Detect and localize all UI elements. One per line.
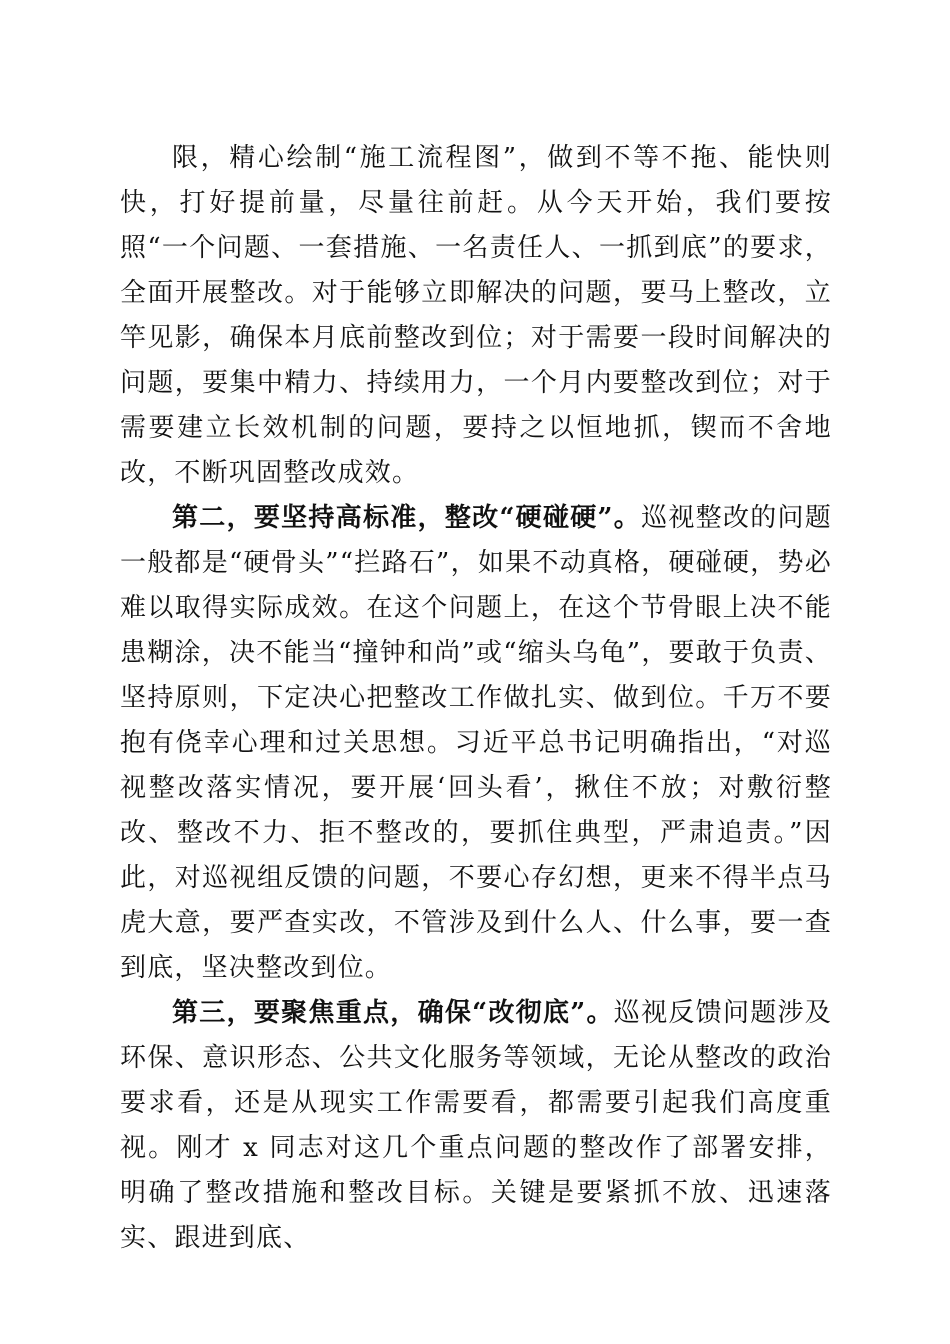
paragraph-1-text: 限，精心绘制“施工流程图”，做到不等不拖、能快则快，打好提前量，尽量往前赶。从今天开始，我们要按照“一个问题、一套措施、一名责任人、一抓到底”的要求，全面开展整改。对于能够立即解决的问题，要马上整改，立竿见影，确保本月底前整改到位；对于需要一段时间解决的问题，要集中精力、持续用力，一个月内要整改到位；对于需要建立长效机制的问题，要持之以恒地抓，锲而不舍地改，不断巩固整改成效。	[120, 143, 832, 488]
paragraph-2-heading: 第二，要坚持高标准，整改“硬碰硬”。	[172, 503, 642, 533]
paragraph-continuation	[120, 136, 832, 496]
paragraph-2-text: 巡视整改的问题一般都是“硬骨头”“拦路石”，如果不动真格，硬碰硬，势必难以取得实际成效。在这个问题上，在这个节骨眼上决不能患糊涂，决不能当“撞钟和尚”或“缩头乌龟”，要敢于负责、坚持原则，下定决心把整改工作做扎实、做到位。千万不要抱有侥幸心理和过关思想。习近平总书记明确指出，“对巡视整改落实情况，要开展‘回头看’，揪住不放；对敷衍整改、整改不力、拒不整改的，要抓住典型，严肃追责。”因此，对巡视组反馈的问题，不要心存幻想，更来不得半点马虎大意，要严查实改，不管涉及到什么人、什么事，要一查到底，坚决整改到位。	[120, 503, 832, 983]
paragraph-third-point	[120, 991, 832, 1261]
paragraph-second-point	[120, 496, 832, 991]
paragraph-3-text: 巡视反馈问题涉及环保、意识形态、公共文化服务等领域，无论从整改的政治要求看，还是从现实工作需要看，都需要引起我们高度重视。刚才 x 同志对这几个重点问题的整改作了部署安排，明确了整改措施和整改目标。关键是要紧抓不放、迅速落实、跟进到底、	[120, 998, 833, 1253]
document-body	[120, 136, 832, 1261]
paragraph-3-heading: 第三，要聚焦重点，确保“改彻底”。	[172, 998, 614, 1028]
